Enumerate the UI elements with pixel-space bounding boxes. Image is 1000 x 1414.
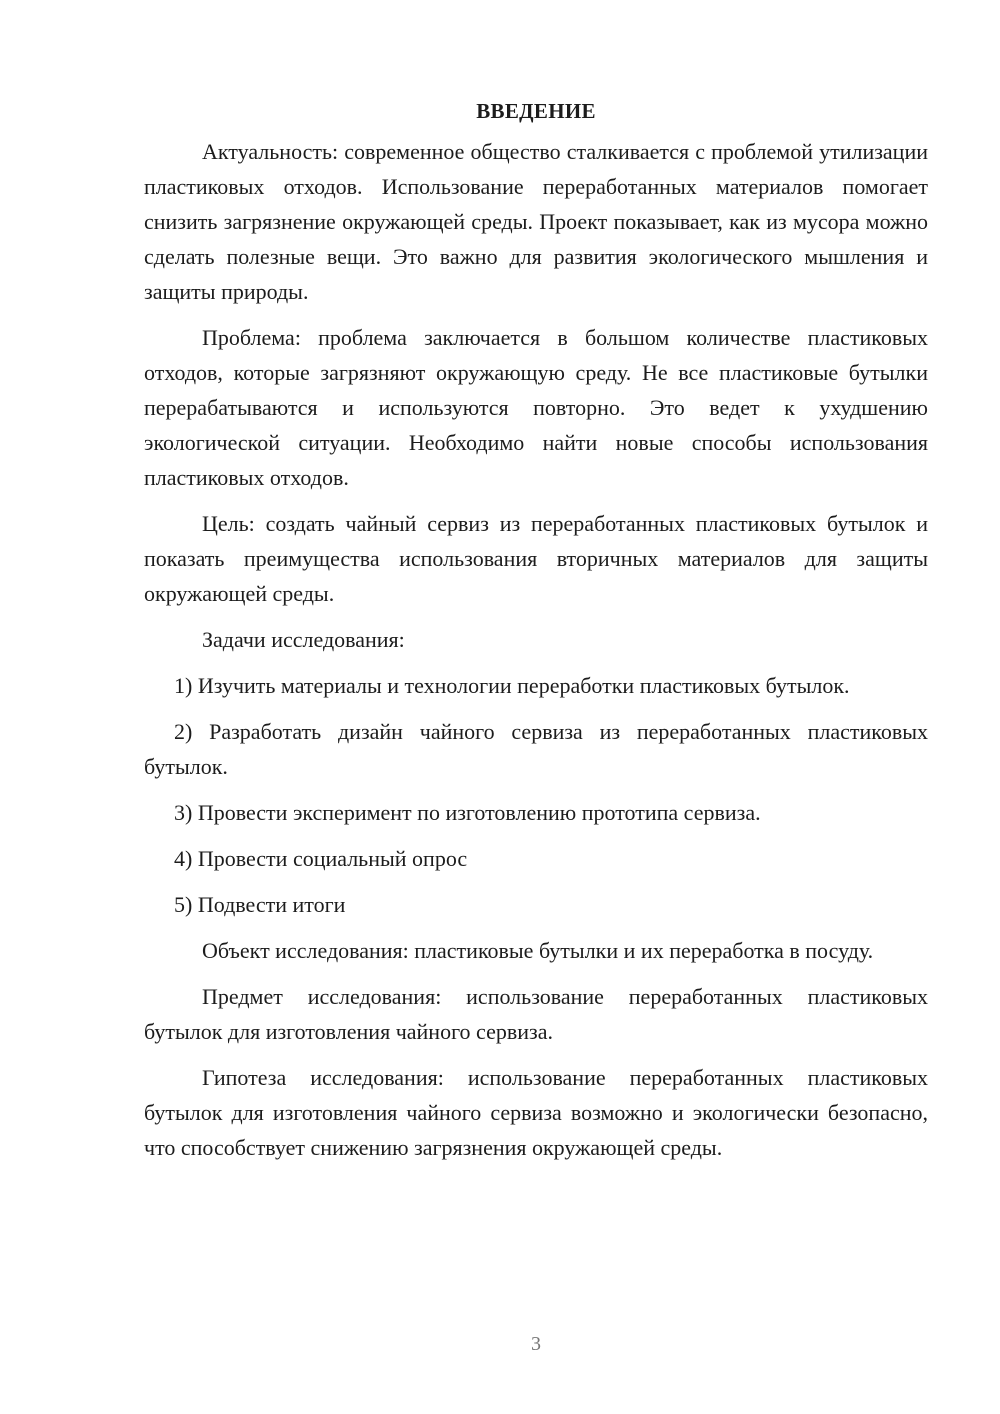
goal-paragraph: Цель: создать чайный сервиз из переработанных пластиковых бутылок и показать преимущества использования вторичных материалов для защиты окружающей среды. — [144, 511, 928, 606]
tasks-heading: Задачи исследования: — [202, 627, 405, 652]
subject-paragraph: Предмет исследования: использование переработанных пластиковых бутылок для изготовления чайного сервиза. — [144, 984, 928, 1044]
task-item: 3) Провести эксперимент по изготовлению прототипа сервиза. — [174, 800, 761, 825]
problem-paragraph: Проблема: проблема заключается в большом количестве пластиковых отходов, которые загрязняют окружающую среду. Не все пластиковые бутылки перерабатываются и используются повторно. Это ведет к ухудшению экологической ситуации. Необходимо найти новые способы использования пластиковых отходов. — [144, 325, 928, 490]
page-number: 3 — [531, 1333, 541, 1355]
tasks-list — [144, 668, 928, 922]
relevance-paragraph: Актуальность: современное общество сталкивается с проблемой утилизации пластиковых отходов. Использование переработанных материалов помогает снизить загрязнение окружающей среды. Проект показывает, как из мусора можно сделать полезные вещи. Это важно для развития экологического мышления и защиты природы. — [144, 139, 928, 304]
task-item: 5) Подвести итоги — [174, 892, 346, 917]
document-page — [144, 94, 928, 1176]
section-title: ВВЕДЕНИЕ — [476, 99, 596, 123]
task-item: 1) Изучить материалы и технологии переработки пластиковых бутылок. — [174, 673, 850, 698]
task-item: 4) Провести социальный опрос — [174, 846, 468, 871]
task-item: 2) Разработать дизайн чайного сервиза из переработанных пластиковых бутылок. — [144, 719, 928, 779]
hypothesis-paragraph: Гипотеза исследования: использование переработанных пластиковых бутылок для изготовления чайного сервиза возможно и экологически безопасно, что способствует снижению загрязнения окружающей среды. — [144, 1065, 928, 1160]
object-paragraph: Объект исследования: пластиковые бутылки и их переработка в посуду. — [202, 938, 874, 963]
